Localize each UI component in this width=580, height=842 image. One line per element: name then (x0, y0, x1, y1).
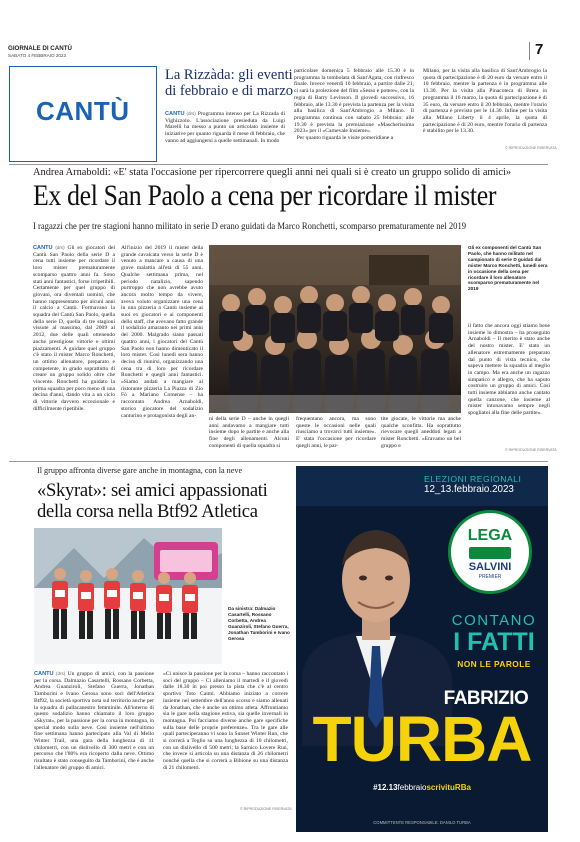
main-col5: tite giocate, le vittorie ma anche qualche sconfitta. Ha soprattutto rievocare quegli aneddoti legati a mister Ronchetti. «Eravamo un bel gruppo e (381, 416, 461, 449)
main-col1: CANTÙ (drs) Gli ex giocatori del Cantù San Paolo della serie D a cena tutti insieme per ricordare il loro mister prematuramente scomparso quattro anni fa. Sono stati anni fantastici, forse irripetibili. Certamente per quel gruppo di giovani, ora diventati uomini, che hanno rappresentato per alcuni anni il calcio a Cantù. Formavano la squadra del Cantù San Paolo, quella della serie D, quella di tre stagioni vissute al massimo, dal 2009 al 2012, due delle quali ottenendo anche prestigiose vittorie e ottimi piazzamenti. A guidare quel gruppo c'è stato il mister Marco Ronchetti, un ottimo allenatore, preparato e competente, in grado soprattutto di creare un gruppo solido oltre che vincente. Ronchetti ha guidato la prima squadra per poco meno di una decina d'anni, dando vita a un ciclo di vittorie davvero eccezionale e difficilmente ripetibile. (33, 245, 115, 412)
masthead-date: SABATO 4 FEBBRAIO 2023 (8, 53, 67, 58)
section-label: CANTÙ (36, 96, 130, 126)
main-col2: All'inizio del 2019 il mister della grande cavalcata verso la serie D è venuto a mancare a causa di una grave malattia all'età di 55 anni. Qualche settimana prima, nel periodo natalizio, sapendo purtroppo che non avrebbe avuto ancora molto tempo da vivere, aveva voluto organizzare una cena in una pizzeria a Cantù insieme ai suoi ex giocatori e ai componenti dello staff, che avevano fatto grande il sodalizio amaranto nei primi anni del 2000. Malgrado siano passati quattro anni, i giocatori del Cantù San Paolo non hanno dimenticato il loro mister. Così lunedì sera hanno deciso di riunirsi, organizzando una cena tra di loro per ricordare Ronchetti e quegli anni fantastici. «Siamo andati a mangiare al ristorante pizzeria La Piazza di Zio Fò a Mariano Comense – ha raccontato Andrea Arnaboldi, storico giocatore del sodalizio canturino e protagonista degli an- (121, 245, 203, 419)
ad-slogan-line2: I FATTI (453, 628, 535, 656)
divider-top (9, 164, 548, 165)
masthead-name: GIORNALE DI CANTÙ (8, 45, 72, 52)
ad-election-label: ELEZIONI REGIONALI (424, 474, 522, 484)
candidate-firstname: FABRIZIO (443, 688, 529, 709)
main-headline: Ex del San Paolo a cena per ricordare il mister (33, 179, 497, 212)
group-dinner-image (209, 245, 461, 413)
page-number: 7 (535, 41, 544, 58)
ad-election-dates: 12_13.febbraio.2023 (424, 484, 514, 495)
skyrat-photo-caption: Da sinistra: Dalmazio Casartelli, Rossano Corbetta, Andrea Guanziroli, Stefano Guerra, Jonathan Tamborini e Ivano Gerosa (228, 606, 290, 641)
skyrat-credit: © RIPRODUZIONE RISERVATA (240, 807, 292, 811)
main-kicker: Andrea Arnaboldi: «E' stata l'occasione per ripercorrere quegli anni nei quali si è creato un gruppo solido di amici» (33, 167, 512, 178)
party-name: LEGA (467, 527, 513, 544)
party-logo (448, 510, 532, 594)
skyrat-kicker: Il gruppo affronta diverse gare anche in montagna, con la neve (37, 466, 243, 475)
leader-name: SALVINI (468, 561, 512, 573)
runners-image (34, 528, 222, 664)
main-col6: il fatto che ancora oggi stiamo bene insieme lo dimostra – ha proseguito Arnaboldi – Il merito è stato anche del nostro mister. E' stato un allenatore estremamente preparato dal punto di vista tecnico, che sapeva mettere la squadra al meglio in campo. Ma era anche un ragazzo simpatico e allegro, che ha saputo costruire un gruppo di amici. Così tutti insieme abbiamo anche cantato quella canzone, che insieme al mister intonavamo sempre negli spogliatoi alla fine delle partite». (468, 323, 550, 417)
ad-hashtag: #12.13febbraioscrivituRBa (373, 783, 471, 792)
ad-slogan-line1: CONTANO (451, 612, 537, 629)
ad-slogan-line3: NON LE PAROLE (457, 659, 531, 669)
main-col3: ni della serie D – anche in quegli anni andavamo a mangiare tutti insieme dopo le partite e anche alla fine degli allenamenti. Alcuni componenti di quella squadra si (209, 416, 289, 449)
main-credit: © RIPRODUZIONE RISERVATA (505, 448, 557, 452)
skyrat-col2: «Ci unisce la passione per la corsa – hanno raccontato i soci del gruppo – Ci alleniamo il martedì e il giovedì dalle 18.30 in poi presso la pista che c'è al centro sportivo Toto Caimi. Abbiamo iniziato a correre insieme nel settembre dell'anno scorso e siamo allenati da Jonathan, che è anche un ottimo atleta. Affrontiamo sia le gare nella stagione estiva, sia quelle invernali in montagna. Poi facciamo diverse anche gare specifiche sulla base delle proprie preferenze». Tra le gare alle quali parteciperanno vi sono la Sunset Winter Run, che si correrà a Teglio su una lunghezza di 10 chilometri, con un dislivello di 500 metri; la Sarnico Lovere Run, che invece si articola su una distanza di 26 chilometri nonché quella che si correrà a Bibione su una distanza di 21 chilometri. (163, 671, 288, 771)
leader-sub: PREMIER (478, 574, 502, 580)
election-ad (296, 466, 548, 832)
top-article-col2: particolare domenica 5 febbraio alle 15.30 è in programma la tombolata di Sant'Agata, con rinfresco finale. Invece venerdì 10 febbraio, a partire dalle 21, ci sarà la proiezione del film «Sesso e potere», con la regia di Barry Levinson. Il giovedì successivo, 16 febbraio, alle 13.30 è prevista la partenza per la visita alla basilica di Sant'Ambrogio a Milano. Il programma continua con sabato 25 febbraio: alle 19.30 è prevista la premiazione «Mascherissima 2023» per il «Carnevale Insieme». Per quanto riguarda le visite pomeridiane a (294, 68, 414, 142)
main-group-photo (209, 245, 461, 413)
masthead-divider (529, 42, 530, 60)
skyrat-col1: CANTÙ (drs) Un gruppo di amici, con la passione per la corsa. Dalmazio Casartelli, Rossano Corbetta, Andrea Guanziroli, Stefano Guerra, Jonathan Tamborini e Ivano Gerosa sono soci dell'Atletica Btf92, la società sportiva nota sul territorio anche per la squadra di pallacanestro femminile. All'interno di questo sodalizio hanno chiamato il loro gruppo «Skyrat», per la passione per la corsa in montagna, in special modo sulla neve. Così insieme nell'ultimo fine settimana hanno partecipato alla Val di Mello Winter Trail, una gara della lunghezza di 11 chilometri, con un dislivello di 300 metri e con un percorso che l'80% era ricoperto dalla neve. Ottimo risultato è stato conseguito da Tamborini, che è anche l'allenatore del gruppo di amici. (34, 671, 154, 771)
main-photo-caption: Gli ex componenti del Cantù San Paolo, che hanno militato nel campionato di serie D guidati dal mister Marco Ronchetti, lunedì sera in occasione della cena per ricordare il loro allenatore scomparso prematuramente nel 2019 (468, 245, 548, 292)
ad-footer: COMMITTENTE RESPONSABILE: DANILO TURBA (373, 820, 471, 825)
party-logo-emblem (469, 547, 511, 559)
main-col4: frequentano ancora, ma sono queste le occasioni nelle quali riusciamo a trovarci tutti insieme». E' stata l'occasione per ricordare quegli anni, le par- (296, 416, 376, 449)
candidate-surname: TURBA (312, 703, 532, 775)
top-article-col1: CANTÙ (drs) Programma intenso per La Rizzada di Vighizzolo. L'associazione presieduta da Luigi Marelli ha messo a punto un articolato insieme di iniziative per quanto riguarda il mese di febbraio, che vanno ad aggiungersi a quelle settimanali. In modo (165, 111, 285, 144)
top-article-title: La Rizzàda: gli eventi di febbraio e di marzo (165, 67, 294, 99)
divider-mid (9, 461, 548, 462)
top-article-col3: Milano, per la visita alla basilica di Sant'Ambrogio la quota di partecipazione è di 20 euro da versare entro il 10 febbraio, mentre la partenza è in programma alle 13.30. Per la visita alla Pinacoteca di Brera in programma il 16 marzo, la quota di partecipazione è di 35 euro, da versare entro il 20 febbraio, mentre l'orario di partenza è previsto per le 14.30. Infine per la visita alla Milano Liberty il 4 aprile, la quota di partecipazione è di 20 euro, mentre l'orario di partenza è stabilito per le 13.30. (423, 68, 547, 135)
skyrat-photo (34, 528, 222, 664)
main-subhead: I ragazzi che per tre stagioni hanno militato in serie D erano guidati da Marco Ronchetti, scomparso prematuramente nel 2019 (33, 222, 467, 232)
top-article-credit: © RIPRODUZIONE RISERVATA (505, 146, 557, 150)
skyrat-headline: «Skyrat»: sei amici appassionati della corsa nella Btf92 Atletica (37, 480, 268, 522)
